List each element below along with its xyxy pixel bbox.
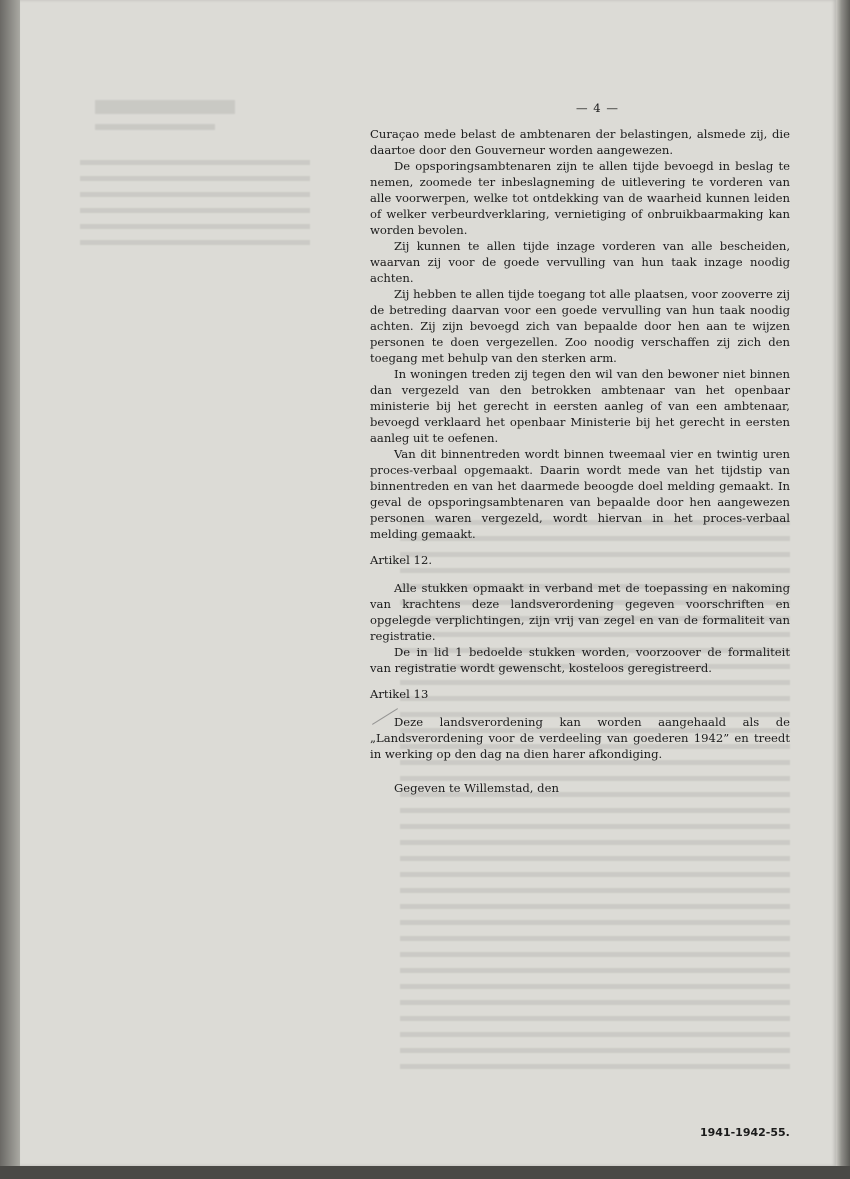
left-binding-edge: [0, 0, 20, 1179]
paragraph: Curaçao mede belast de ambtenaren der belastingen, alsmede zij, die daartoe door den Gouverneur worden aangewezen.: [370, 127, 790, 157]
paragraph: In woningen treden zij tegen den wil van den bewoner niet binnen dan vergezeld van den betrokken ambtenaar van het openbaar ministerie bij het gerecht in eersten aanleg of van een ambtenaar, bevoegd verklaard het openbaar Ministerie bij het gerecht in eersten aanleg uit te oefenen.: [370, 367, 790, 445]
paragraph: Van dit binnentreden wordt binnen tweemaal vier en twintig uren proces-verbaal opgemaakt. Daarin wordt mede van het tijdstip van binnentreden en van het daarmede beoogde doel melding gemaakt. In geval de opsporingsambtenaren van bepaalde door hen aangewezen personen waren vergezeld, wordt hiervan in het proces-verbaal melding gemaakt.: [370, 447, 790, 541]
page-number: — 4 —: [576, 101, 619, 115]
bleed-through-title: [95, 100, 295, 140]
article-12-heading: Artikel 12.: [370, 553, 432, 567]
article-13-paragraph: Deze landsverordening kan worden aangehaald als de „Landsverordening voor de verdeeling van goederen 1942” en treedt in werking op den dag na dien harer afkondiging.: [370, 715, 790, 761]
document-text: [370, 100, 790, 796]
paragraph: Zij hebben te allen tijde toegang tot alle plaatsen, voor zooverre zij de betreding daarvan voor een goede vervulling van hun taak noodig achten. Zij zijn bevoegd zich van bepaalde door hen aan te wijzen personen te doen vergezellen. Zoo noodig verschaffen zij zich den toegang met behulp van den sterken arm.: [370, 287, 790, 365]
article-12-paragraph: De in lid 1 bedoelde stukken worden, voorzoover de formaliteit van registratie wordt gewenscht, kosteloos geregistreerd.: [370, 645, 790, 675]
right-page-edge: [836, 0, 850, 1179]
bottom-page-edge: [0, 1166, 850, 1179]
paragraph: De opsporingsambtenaren zijn te allen tijde bevoegd in beslag te nemen, zoomede ter inbeslagneming de uitlevering te vorderen van alle voorwerpen, welke tot ontdekking van de waarheid kunnen leiden of welker verbeurdverklaring, vernietiging of onbruikbaarmaking kan worden bevolen.: [370, 159, 790, 237]
article-13-heading: Artikel 13: [370, 687, 429, 701]
paragraph: Zij kunnen te allen tijde inzage vorderen van alle bescheiden, waarvan zij voor de goede vervulling van hun taak inzage noodig achten.: [370, 239, 790, 285]
document-code: 1941-1942-55.: [700, 1126, 790, 1139]
signoff-line: Gegeven te Willemstad, den: [394, 781, 559, 795]
bleed-through-text-block: [80, 160, 310, 250]
article-12-paragraph: Alle stukken opmaakt in verband met de toepassing en nakoming van krachtens deze landsverordening gegeven voorschriften en opgelegde verplichtingen, zijn vrij van zegel en van de formaliteit van registratie.: [370, 581, 790, 643]
